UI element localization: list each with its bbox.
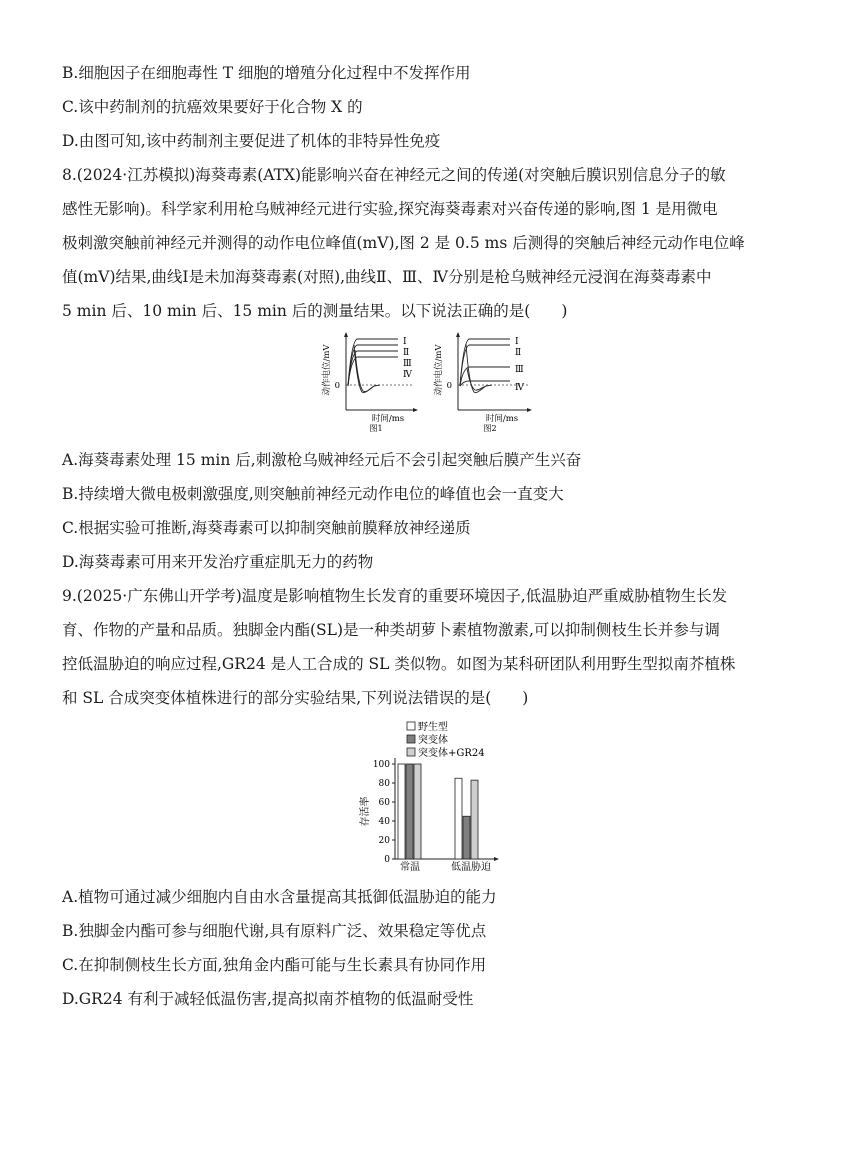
q8-panel2-curve-2 (460, 345, 510, 386)
bar-0-1 (406, 764, 413, 859)
q8-panel1-label-1: Ⅰ (403, 337, 407, 347)
legend-label-2: 突变体+GR24 (418, 748, 485, 759)
q8-panel2-caption: 图2 (483, 424, 497, 433)
legend-label-1: 突变体 (418, 735, 448, 746)
y-axis-label: 存活率 (360, 796, 371, 827)
q8-figure (310, 330, 550, 435)
q9-stem-line-4: 和 SL 合成突变体植株进行的部分实验结果,下列说法错误的是( ) (62, 689, 529, 707)
bar-0-2 (414, 764, 421, 859)
q8-panel1-x-arrow (413, 408, 418, 412)
q8-panel2-label-3: Ⅲ (515, 365, 524, 375)
q8-panel1-falling-curve-1 (354, 345, 380, 393)
legend-swatch-0 (407, 722, 415, 730)
q8-panel2-ylabel: 动作电位/mV (434, 344, 444, 396)
x-category-label-0: 常温 (400, 862, 420, 873)
q8-stem-line-2: 感性无影响)。科学家利用枪乌贼神经元进行实验,探究海葵毒素对兴奋传递的影响,图 1 是用微电 (62, 200, 718, 218)
q9-stem-line-2: 育、作物的产量和品质。独脚金内酯(SL)是一种类胡萝卜素植物激素,可以抑制侧枝生长并参与调 (62, 621, 720, 639)
q8-option-d: D.海葵毒素可用来开发治疗重症肌无力的药物 (62, 553, 374, 571)
q8-panel-1 (321, 332, 418, 433)
q8-stem-line-5: 5 min 后、10 min 后、15 min 后的测量结果。以下说法正确的是( ) (62, 302, 568, 320)
q8-panel2-label-2: Ⅱ (515, 348, 522, 358)
q9-option-d: D.GR24 有利于减轻低温伤害,提高拟南芥植物的低温耐受性 (62, 990, 474, 1008)
q8-option-a: A.海葵毒素处理 15 min 后,刺激枪乌贼神经元后不会引起突触后膜产生兴奋 (62, 451, 582, 469)
legend-swatch-1 (407, 735, 415, 743)
prev-option-b: B.细胞因子在细胞毒性 T 细胞的增殖分化过程中不发挥作用 (62, 64, 471, 82)
chart-bars (398, 764, 491, 873)
q8-panel1-ylabel: 动作电位/mV (322, 344, 332, 396)
bar-0-0 (398, 764, 405, 859)
y-tick-label-1: 20 (378, 836, 390, 846)
q8-panel1-caption: 图1 (369, 424, 383, 433)
chart-legend (407, 720, 485, 759)
q8-option-c: C.根据实验可推断,海葵毒素可以抑制突触前膜释放神经递质 (62, 519, 471, 537)
prev-option-d: D.由图可知,该中药制剂主要促进了机体的非特异性免疫 (62, 132, 441, 150)
q9-option-b: B.独脚金内酯可参与细胞代谢,具有原料广泛、效果稳定等优点 (62, 922, 487, 940)
q8-stem-line-1: 8.(2024·江苏模拟)海葵毒素(ATX)能影响兴奋在神经元之间的传递(对突触后膜识别信息分子的敏 (62, 166, 726, 184)
q8-option-b: B.持续增大微电极刺激强度,则突触前神经元动作电位的峰值也会一直变大 (62, 485, 564, 503)
q8-panel1-label-2: Ⅱ (403, 348, 410, 358)
q8-panel1-zero-label: 0 (334, 381, 340, 391)
x-axis-arrow (494, 857, 499, 861)
q9-stem-line-1: 9.(2025·广东佛山开学考)温度是影响植物生长发育的重要环境因子,低温胁迫严重威胁植物生长发 (62, 587, 728, 605)
q9-option-a: A.植物可通过减少细胞内自由水含量提高其抵御低温胁迫的能力 (62, 888, 497, 906)
q8-panel2-label-4: Ⅳ (515, 383, 524, 393)
q9-stem-line-3: 控低温胁迫的响应过程,GR24 是人工合成的 SL 类似物。如图为某科研团队利用野生型拟南芥植株 (62, 655, 736, 673)
q8-panel2-xlabel: 时间/ms (485, 414, 519, 424)
y-tick-label-2: 40 (378, 817, 390, 827)
q9-chart (355, 716, 515, 876)
legend-label-0: 野生型 (418, 722, 448, 733)
q8-panel2-label-1: Ⅰ (515, 337, 519, 347)
q8-panel1-label-3: Ⅲ (403, 359, 412, 369)
y-tick-label-0: 0 (384, 855, 390, 865)
q8-panel2-x-arrow (527, 408, 532, 412)
bar-1-0 (455, 778, 462, 859)
prev-option-c: C.该中药制剂的抗癌效果要好于化合物 X 的 (62, 98, 363, 116)
q8-stem-line-4: 值(mV)结果,曲线Ⅰ是未加海葵毒素(对照),曲线Ⅱ、Ⅲ、Ⅳ分别是枪乌贼神经元浸润在海葵毒素中 (62, 268, 712, 286)
bar-1-1 (463, 816, 470, 859)
q8-panel-2 (433, 332, 532, 433)
bar-1-2 (471, 780, 478, 859)
q8-panel2-zero-label: 0 (446, 381, 452, 391)
q8-panel2-y-arrow (456, 332, 460, 337)
q8-panel1-y-arrow (344, 332, 348, 337)
q8-stem-line-3: 极刺激突触前神经元并测得的动作电位峰值(mV),图 2 是 0.5 ms 后测得的突触后神经元动作电位峰 (62, 234, 745, 252)
q8-panel1-label-4: Ⅳ (403, 370, 412, 380)
y-tick-label-5: 100 (372, 760, 390, 770)
legend-swatch-2 (407, 748, 415, 756)
q9-chart-svg (355, 716, 515, 876)
q8-panel1-xlabel: 时间/ms (371, 414, 405, 424)
x-category-label-1: 低温胁迫 (451, 862, 491, 873)
q8-figure-svg (310, 330, 550, 435)
q9-option-c: C.在抑制侧枝生长方面,独角金内酯可能与生长素具有协同作用 (62, 956, 487, 974)
y-tick-label-4: 80 (378, 779, 390, 789)
y-tick-label-3: 60 (378, 798, 390, 808)
